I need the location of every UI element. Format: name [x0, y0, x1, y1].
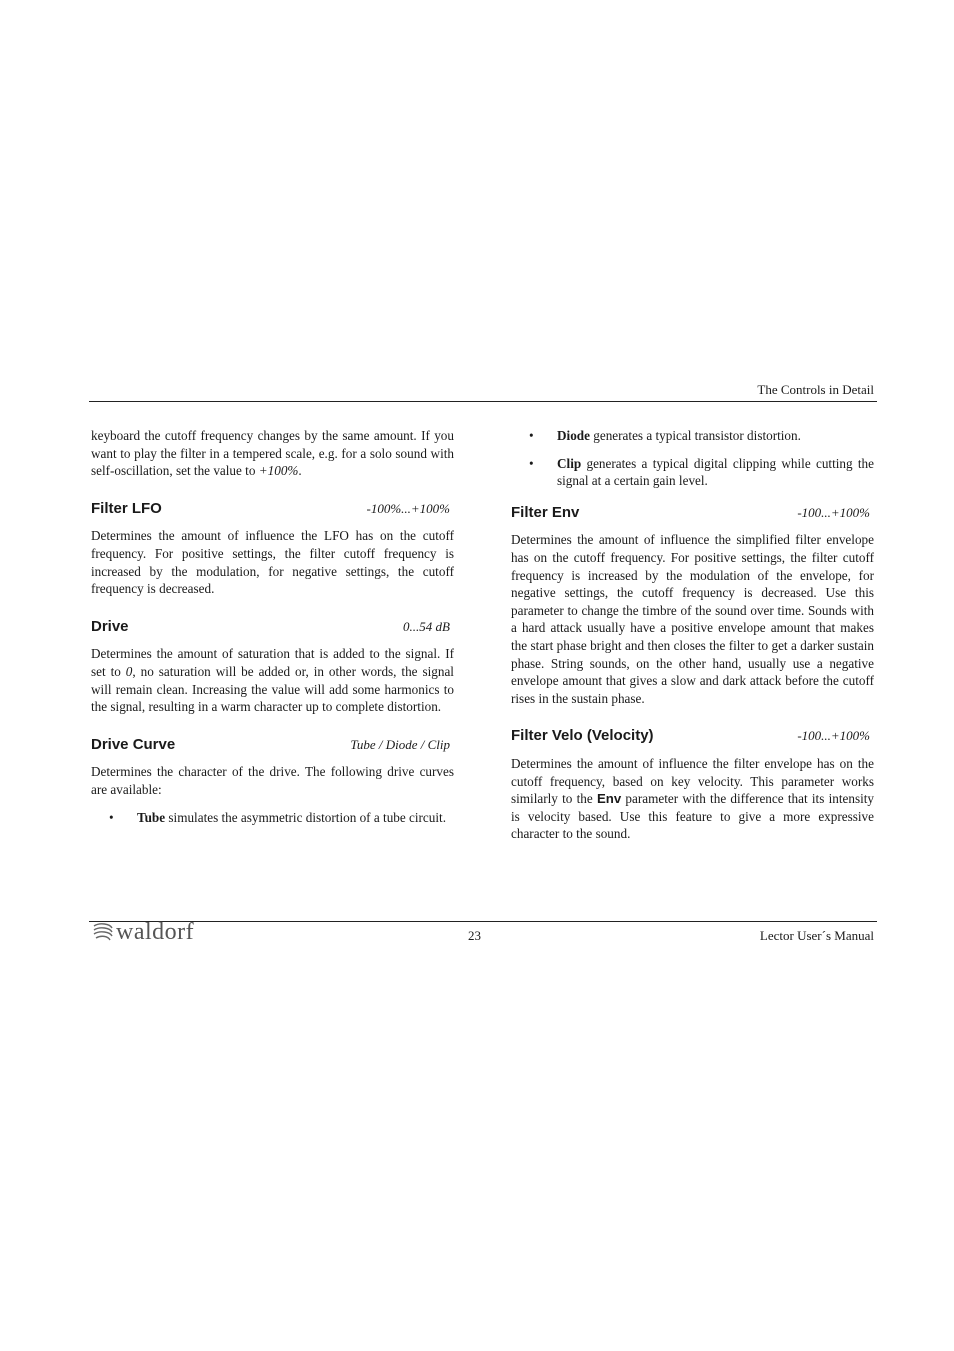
clip-description: generates a typical digital clipping while cutting the signal at a certain gain level. — [557, 455, 874, 489]
drive-body-b: , no saturation will be added or, in other words, the signal will remain clean. Increasing the value will add some harmonics to the signal, resulting in a warm character up to complete distortion. — [91, 663, 454, 715]
filter-lfo-body: Determines the amount of influence the LFO has on the cutoff frequency. For positive settings, the filter cutoff frequency is increased by the modulation, for negative settings, the cutoff frequency is decreased. — [91, 528, 454, 597]
left-column — [91, 427, 454, 836]
clip-term: Clip — [557, 455, 582, 471]
intro-end: . — [298, 463, 302, 479]
page-number: 23 — [468, 928, 481, 943]
manual-title: Lector User´s Manual — [759, 928, 874, 943]
filter-velo-heading — [511, 727, 874, 745]
intro-paragraph — [91, 427, 454, 480]
drive-curve-list — [91, 809, 454, 827]
drive-body — [91, 645, 454, 715]
filter-velo-range: -100...+100% — [797, 728, 870, 744]
header-rule — [89, 401, 877, 402]
footer-rule — [89, 921, 877, 922]
drive-curve-title: Drive Curve — [91, 735, 176, 753]
drive-title: Drive — [91, 617, 129, 635]
intro-value: +100% — [258, 463, 299, 479]
logo-wordmark: waldorf — [116, 918, 195, 945]
drive-heading — [91, 618, 454, 636]
running-header: The Controls in Detail — [757, 382, 874, 397]
drive-curve-heading — [91, 736, 454, 754]
right-column — [511, 427, 874, 843]
filter-velo-body-a: Determines the amount of influence the filter envelope has on the cutoff frequency, based on key velocity. This parameter works similarly to the — [511, 755, 874, 807]
diode-term: Diode — [557, 428, 590, 443]
drive-curve-body: Determines the character of the drive. The following drive curves are available: — [91, 764, 454, 797]
env-term: Env — [596, 791, 622, 807]
filter-lfo-range: -100%...+100% — [366, 500, 450, 516]
drive-body-value: 0 — [125, 663, 133, 679]
filter-lfo-title: Filter LFO — [91, 499, 162, 517]
filter-velo-title: Filter Velo (Velocity) — [511, 727, 654, 745]
waldorf-logo — [92, 918, 194, 946]
diode-description: generates a typical transistor distortion. — [589, 428, 801, 443]
filter-env-heading — [511, 504, 874, 522]
drive-body-a: Determines the amount of saturation that is added to the signal. If set to — [91, 646, 454, 679]
tube-description: simulates the asymmetric distortion of a tube circuit. — [165, 809, 447, 825]
list-item-diode — [511, 427, 874, 445]
drive-curve-list-continued — [511, 427, 874, 490]
list-item-tube — [91, 809, 454, 827]
filter-velo-body-b: parameter with the difference that its intensity is velocity based. Use this feature to give a more expressive character to the sound. — [511, 791, 874, 842]
filter-lfo-heading — [91, 500, 454, 518]
tube-term: Tube — [137, 809, 166, 825]
drive-range: 0...54 dB — [403, 618, 450, 634]
waldorf-swirl-icon — [92, 922, 114, 942]
filter-env-body: Determines the amount of influence the simplified filter envelope has on the cutoff frequency. For positive settings, the filter cutoff frequency is increased by the modulation of the envelope, for negative settings, the cutoff frequency is decreased. Use this parameter to change the timbre of the sound over time. Sounds with a hard attack usually have a positive envelope amount that makes the start phase bright and then closes the filter to get a darker sustain phase. String sounds, on the other hand, usually use a negative envelope amount that gives a slow and dark attack before the cutoff rises in the sustain phase. — [511, 532, 874, 706]
filter-env-range: -100...+100% — [797, 504, 870, 520]
intro-text: keyboard the cutoff frequency changes by the same amount. If you want to play the filter in a tempered scale, e.g. for a solo sound with self-oscillation, set the value to — [91, 428, 454, 479]
drive-curve-range: Tube / Diode / Clip — [350, 736, 450, 752]
filter-velo-body — [511, 755, 874, 843]
filter-env-title: Filter Env — [511, 503, 580, 521]
list-item-clip — [511, 455, 874, 490]
